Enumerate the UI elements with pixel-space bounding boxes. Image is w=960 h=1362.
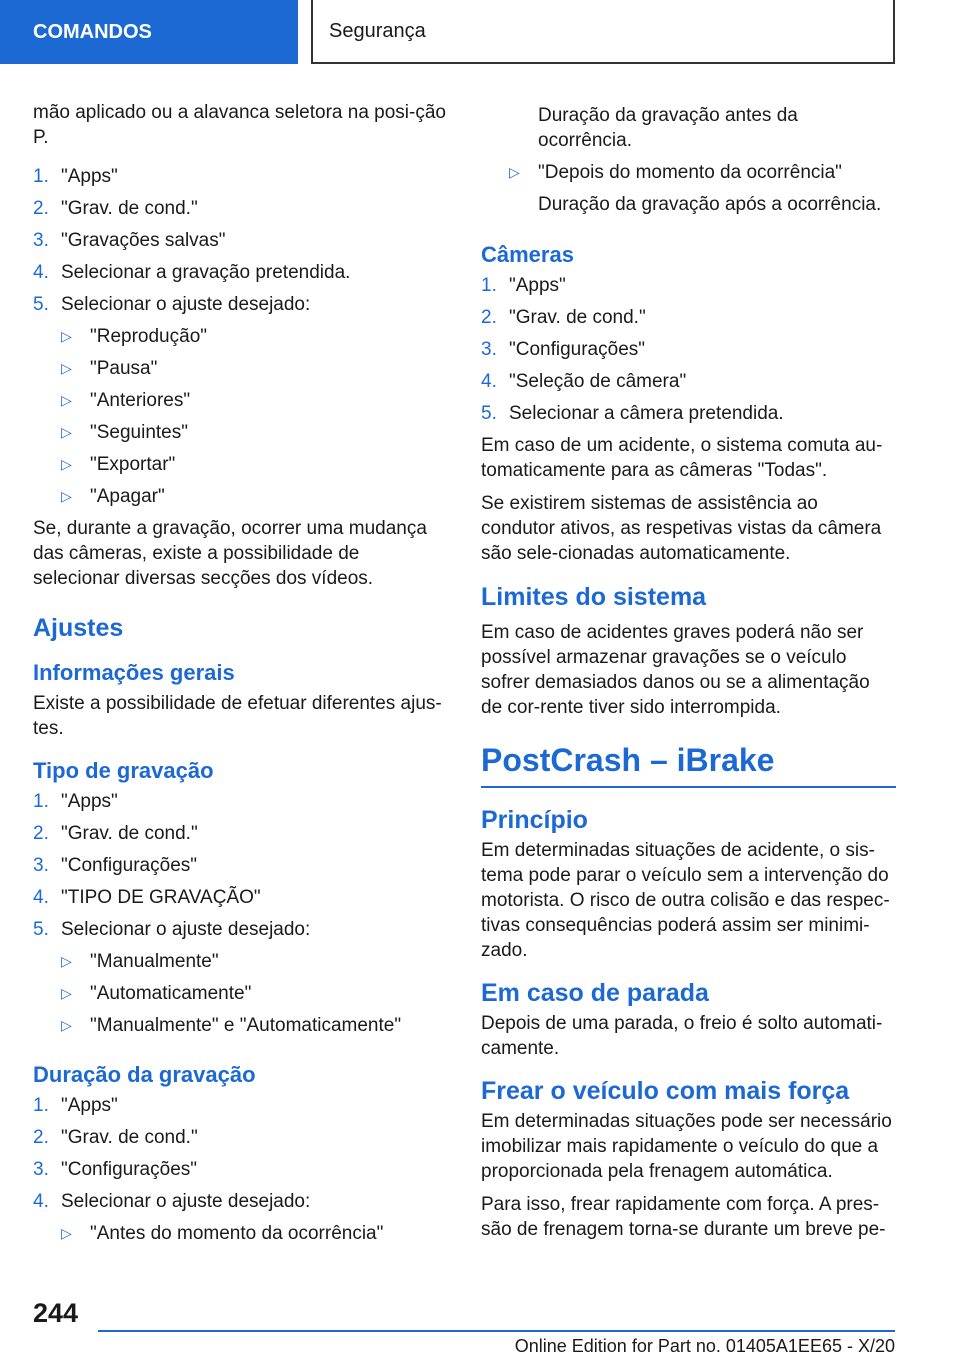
intro-text: mão aplicado ou a alavanca seletora na posi-ção P. bbox=[33, 102, 446, 148]
steps-list-duracao bbox=[33, 1093, 448, 1221]
body-paragraph: Em determinadas situações pode ser necessário imobilizar mais rapidamente o veículo do que a proporcionada pela frenagem automática. bbox=[481, 1111, 892, 1182]
body-paragraph: Depois de uma parada, o freio é solto automati-camente. bbox=[481, 1013, 883, 1059]
list-item: 3. "Configurações" bbox=[33, 855, 198, 876]
list-item: ▷ "Antes do momento da ocorrência" bbox=[33, 1221, 448, 1253]
heading-duracao-da-gravacao: Duração da gravação bbox=[33, 1062, 256, 1087]
triangle-bullet-icon: ▷ bbox=[61, 488, 72, 504]
list-item: 5. Selecionar a câmera pretendida. bbox=[481, 403, 784, 424]
list-item: ▷ "Automaticamente" bbox=[33, 981, 448, 1013]
list-item: ▷ "Seguintes" bbox=[33, 420, 448, 452]
heading-limites-do-sistema: Limites do sistema bbox=[481, 583, 707, 611]
triangle-bullet-icon: ▷ bbox=[61, 360, 72, 376]
body-paragraph: Existe a possibilidade de efetuar diferentes ajus-tes. bbox=[33, 693, 442, 739]
list-item: 4. Selecionar a gravação pretendida. bbox=[33, 262, 351, 283]
body-paragraph: Para isso, frear rapidamente com força. A pres-são de frenagem torna-se durante um breve pe- bbox=[481, 1194, 886, 1240]
body-paragraph: Em determinadas situações de acidente, o sis-tema pode parar o veículo sem a intervenção do motorista. O risco de outra colisão e das respec-tivas consequências poderá assim ser minimi-zado. bbox=[481, 840, 890, 961]
body-paragraph: Se existirem sistemas de assistência ao condutor ativos, as respetivas vistas da câmera são sele-cionadas automaticamente. bbox=[481, 493, 882, 564]
heading-cameras: Câmeras bbox=[481, 242, 574, 267]
header-section-title: Segurança bbox=[311, 0, 895, 64]
list-item: 2. "Grav. de cond." bbox=[33, 1127, 198, 1148]
heading-ajustes: Ajustes bbox=[33, 614, 124, 642]
triangle-bullet-icon: ▷ bbox=[61, 985, 72, 1001]
heading-informacoes-gerais: Informações gerais bbox=[33, 660, 235, 685]
list-item: 3. "Configurações" bbox=[33, 1159, 198, 1180]
list-item: ▷ "Apagar" bbox=[33, 484, 448, 516]
list-item: 4. "Seleção de câmera" bbox=[481, 371, 687, 392]
steps-list-gravacoes bbox=[33, 164, 448, 324]
list-item: 1. "Apps" bbox=[33, 166, 118, 187]
heading-em-caso-de-parada: Em caso de parada bbox=[481, 979, 709, 1007]
list-item: 2. "Grav. de cond." bbox=[481, 307, 646, 328]
triangle-bullet-icon: ▷ bbox=[61, 456, 72, 472]
left-column bbox=[33, 100, 448, 1253]
list-item: 5. Selecionar o ajuste desejado: bbox=[33, 919, 311, 940]
steps-list-tipo bbox=[33, 789, 448, 949]
bullets-list-tipo bbox=[33, 949, 448, 1045]
list-item: ▷ "Manualmente" bbox=[33, 949, 448, 981]
bullets-list-duracao bbox=[33, 1221, 448, 1253]
body-paragraph: Em caso de um acidente, o sistema comuta au-tomaticamente para as câmeras "Todas". bbox=[481, 435, 883, 481]
list-item: 3. "Configurações" bbox=[481, 339, 646, 360]
list-item: ▷ "Depois do momento da ocorrência" bbox=[481, 160, 896, 192]
heading-frear-o-veiculo: Frear o veículo com mais força bbox=[481, 1077, 850, 1105]
triangle-bullet-icon: ▷ bbox=[509, 164, 520, 180]
bullets-list-depois bbox=[481, 160, 896, 192]
triangle-bullet-icon: ▷ bbox=[61, 953, 72, 969]
list-item: 5. Selecionar o ajuste desejado: bbox=[33, 294, 311, 315]
list-item: 4. Selecionar o ajuste desejado: bbox=[33, 1191, 311, 1212]
triangle-bullet-icon: ▷ bbox=[61, 328, 72, 344]
bullet-continuation: Duração da gravação após a ocorrência. bbox=[538, 194, 882, 215]
triangle-bullet-icon: ▷ bbox=[61, 392, 72, 408]
header-chapter-tab: COMANDOS bbox=[0, 0, 298, 64]
triangle-bullet-icon: ▷ bbox=[61, 1225, 72, 1241]
list-item: 1. "Apps" bbox=[33, 791, 118, 812]
list-item: ▷ "Pausa" bbox=[33, 356, 448, 388]
list-item: 2. "Grav. de cond." bbox=[33, 198, 198, 219]
triangle-bullet-icon: ▷ bbox=[61, 424, 72, 440]
list-item: 1. "Apps" bbox=[481, 275, 566, 296]
steps-list-cameras bbox=[481, 273, 896, 433]
list-item: ▷ "Anteriores" bbox=[33, 388, 448, 420]
list-item: 2. "Grav. de cond." bbox=[33, 823, 198, 844]
list-item: 1. "Apps" bbox=[33, 1095, 118, 1116]
heading-tipo-de-gravacao: Tipo de gravação bbox=[33, 758, 214, 783]
list-item: ▷ "Reprodução" bbox=[33, 324, 448, 356]
bullet-continuation: Duração da gravação antes da ocorrência. bbox=[538, 105, 798, 151]
list-item: 4. "TIPO DE GRAVAÇÃO" bbox=[33, 887, 261, 908]
triangle-bullet-icon: ▷ bbox=[61, 1017, 72, 1033]
body-paragraph: Se, durante a gravação, ocorrer uma mudança das câmeras, existe a possibilidade de selecionar diversas secções dos vídeos. bbox=[33, 518, 427, 589]
list-item: 3. "Gravações salvas" bbox=[33, 230, 226, 251]
heading-principio: Princípio bbox=[481, 806, 588, 834]
body-paragraph: Em caso de acidentes graves poderá não ser possível armazenar gravações se o veículo sofrer demasiados danos ou se a alimentação de cor-rente tiver sido interrompida. bbox=[481, 622, 870, 718]
section-divider bbox=[481, 786, 896, 788]
footer-divider bbox=[98, 1330, 895, 1332]
page-number: 244 bbox=[33, 1298, 79, 1328]
footer-edition-text: Online Edition for Part no. 01405A1EE65 - X/20 bbox=[514, 1336, 895, 1356]
heading-postcrash-ibrake: PostCrash – iBrake bbox=[481, 742, 775, 778]
list-item: ▷ "Manualmente" e "Automaticamente" bbox=[33, 1013, 448, 1045]
right-column bbox=[481, 103, 896, 1250]
list-item: ▷ "Exportar" bbox=[33, 452, 448, 484]
bullets-list-playback bbox=[33, 324, 448, 516]
